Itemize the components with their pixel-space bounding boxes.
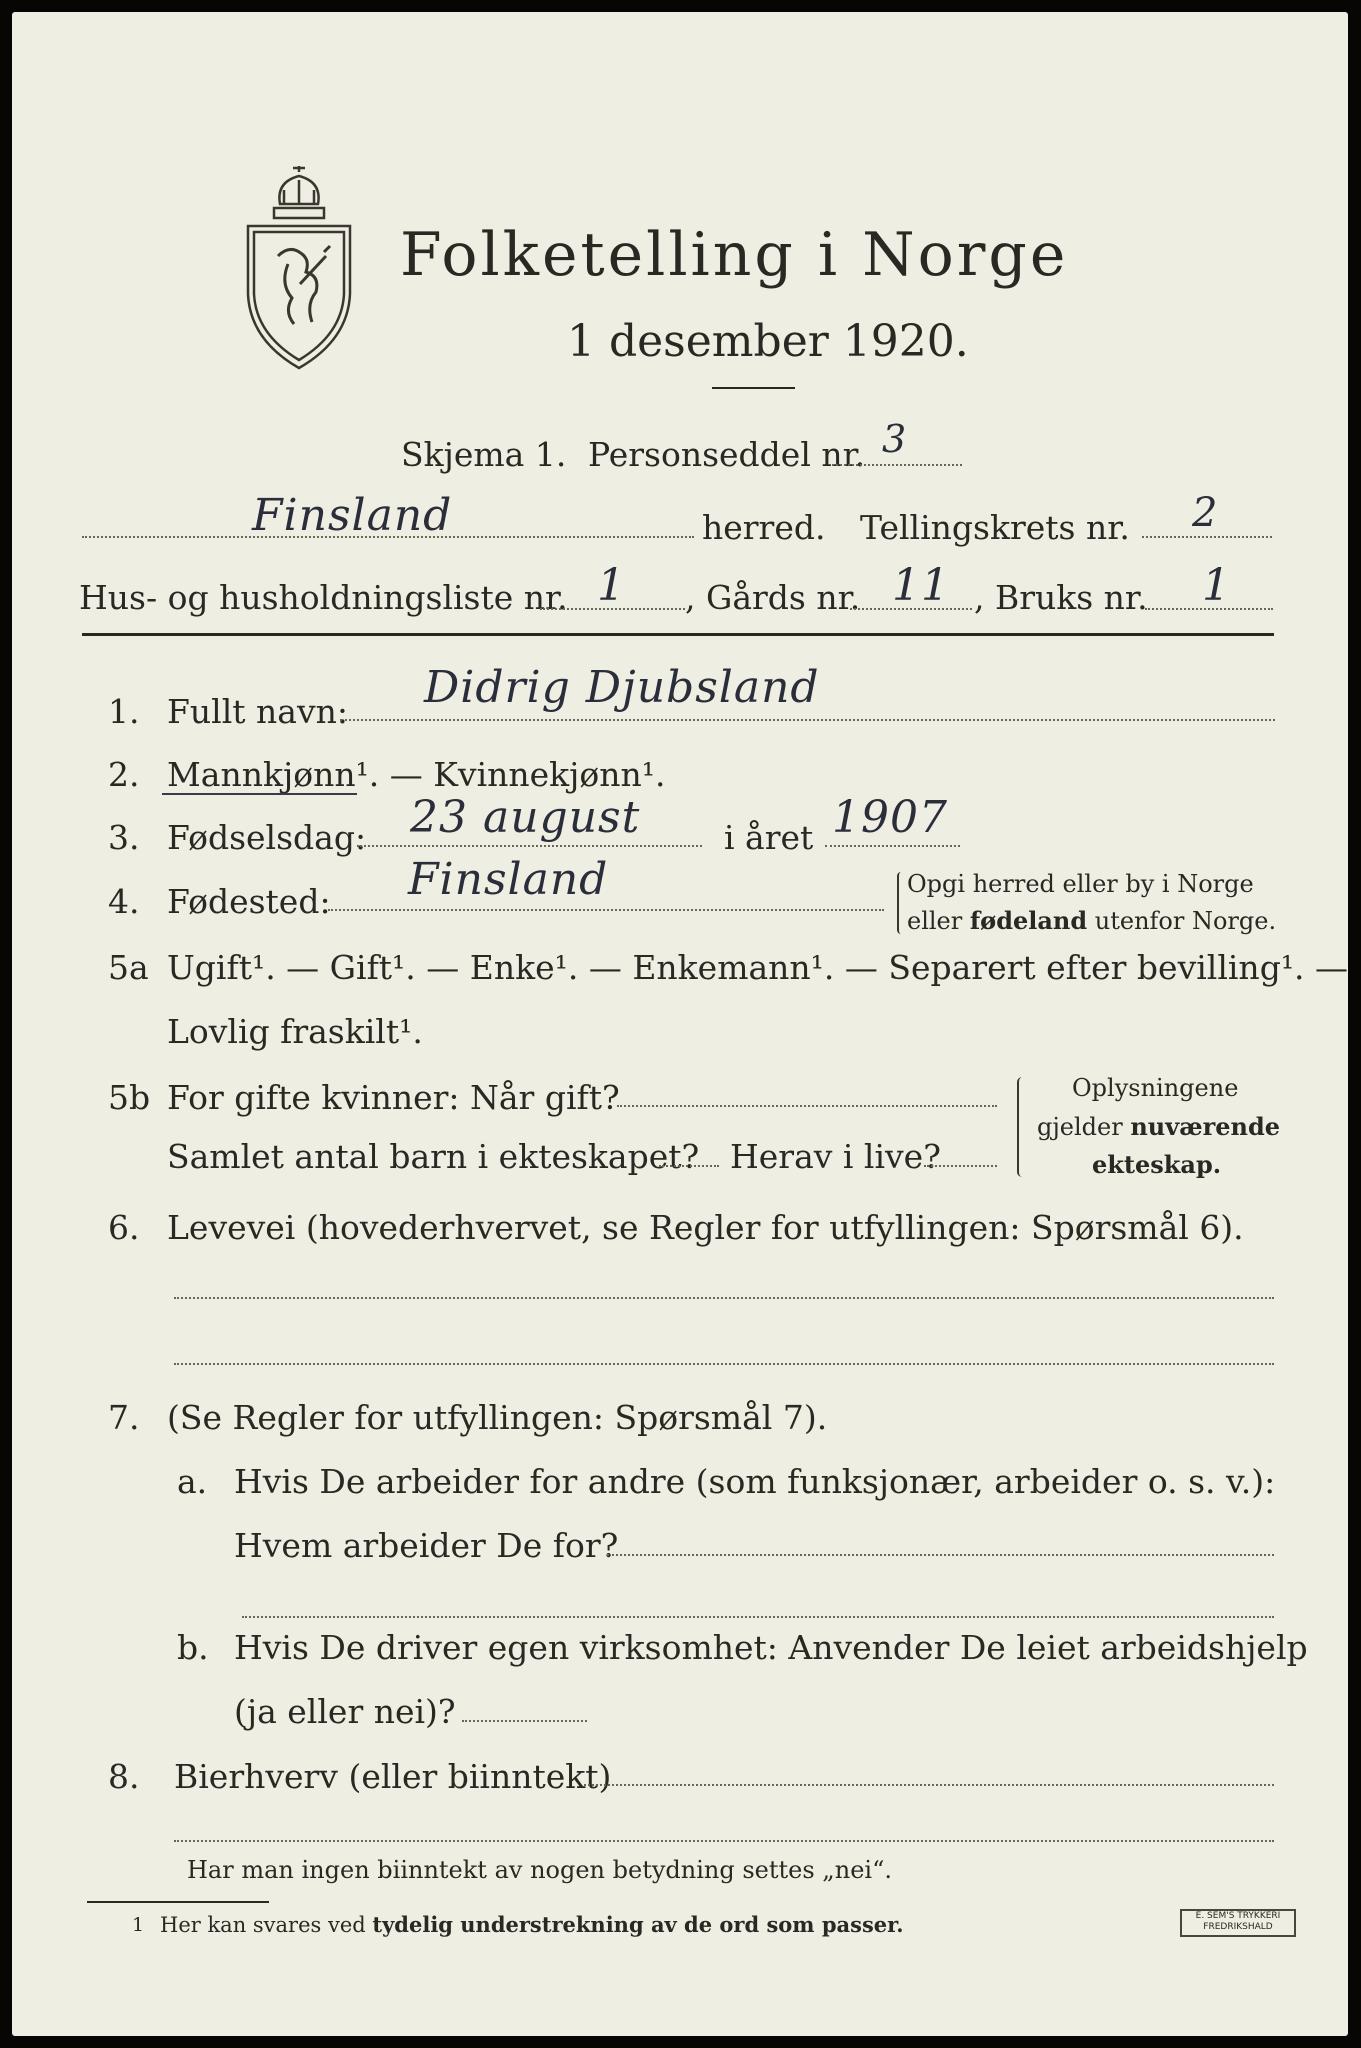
- q7a-line1: Hvis De arbeider for andre (som funksjonær, arbeider o. s. v.):: [234, 1462, 1276, 1501]
- q5b-note-line1: Oplysningene: [1072, 1074, 1239, 1102]
- q2-label: Mannkjønn¹. — Kvinnekjønn¹.: [167, 755, 666, 794]
- footnote-rule: [87, 1901, 269, 1903]
- q7b-number: b.: [177, 1628, 209, 1667]
- personseddel-label: Personseddel nr.: [588, 435, 866, 474]
- employer-line: [607, 1554, 1274, 1556]
- birth-year-line: [825, 845, 960, 847]
- q7b-line1: Hvis De driver egen virksomhet: Anvender De leiet arbeidshjelp: [234, 1628, 1308, 1667]
- birthplace-line: [328, 909, 884, 911]
- birthday-line: [357, 845, 702, 847]
- husliste-value[interactable]: 1: [597, 560, 626, 611]
- herred-value[interactable]: Finsland: [252, 490, 453, 541]
- side-income-line-2: [174, 1840, 1274, 1842]
- gards-value[interactable]: 11: [892, 560, 950, 611]
- mannkjonn-underline: [162, 793, 357, 795]
- form-title: Folketelling i Norge: [400, 220, 1069, 290]
- q5b-number: 5b: [108, 1078, 151, 1117]
- q3-label: Fødselsdag:: [167, 818, 367, 857]
- birthplace-value[interactable]: Finsland: [408, 854, 609, 905]
- q5b-children-label: Samlet antal barn i ekteskapet?: [167, 1137, 700, 1176]
- hired-help-line: [462, 1720, 587, 1722]
- herred-label: herred.: [702, 508, 826, 547]
- q5b-note-brace: [1017, 1077, 1027, 1177]
- q5b-alive-label: Herav i live?: [730, 1137, 941, 1176]
- q8-label: Bierhverv (eller biinntekt): [174, 1757, 612, 1796]
- q5b-note-line3: ekteskap.: [1092, 1150, 1222, 1179]
- census-date: 1 desember 1920.: [567, 316, 969, 367]
- bruks-value[interactable]: 1: [1202, 560, 1231, 611]
- q4-number: 4.: [108, 882, 140, 921]
- personseddel-line: [832, 464, 962, 466]
- q5a-number: 5a: [108, 948, 149, 987]
- title-separator: [712, 387, 795, 389]
- q8-note: Har man ingen biinntekt av nogen betydning settes „nei“.: [187, 1856, 892, 1884]
- children-count-line: [659, 1165, 719, 1167]
- q1-number: 1.: [108, 692, 140, 731]
- birthday-value[interactable]: 23 august: [410, 792, 641, 843]
- civil-status-options-2: Lovlig fraskilt¹.: [167, 1012, 423, 1051]
- occupation-line-2: [174, 1363, 1274, 1365]
- husliste-label: Hus- og husholdningsliste nr.: [79, 578, 568, 617]
- q1-line: [340, 719, 1275, 721]
- tellingskrets-line: [1142, 536, 1272, 538]
- employer-line-2: [242, 1616, 1274, 1618]
- personseddel-value[interactable]: 3: [882, 417, 908, 461]
- footnote-mark: 1: [132, 1914, 145, 1936]
- census-form-page: [12, 12, 1348, 2036]
- full-name-value[interactable]: Didrig Djubsland: [424, 662, 820, 713]
- q4-note-line2: eller fødeland utenfor Norge.: [907, 906, 1277, 935]
- q6-label: Levevei (hovederhvervet, se Regler for utfyllingen: Spørsmål 6).: [167, 1208, 1244, 1247]
- married-when-line: [617, 1105, 997, 1107]
- q7b-hired-help-label: (ja eller nei)?: [234, 1692, 456, 1731]
- gards-label: , Gårds nr.: [685, 578, 861, 617]
- q8-number: 8.: [108, 1757, 140, 1796]
- q7-label: (Se Regler for utfyllingen: Spørsmål 7).: [167, 1398, 828, 1437]
- q7a-employer-label: Hvem arbeider De for?: [234, 1526, 619, 1565]
- q5b-married-when-label: For gifte kvinner: Når gift?: [167, 1078, 620, 1117]
- q1-label: Fullt navn:: [167, 692, 348, 731]
- tellingskrets-value[interactable]: 2: [1192, 490, 1219, 536]
- printer-stamp: E. SEM'S TRYKKERI FREDRIKSHALD: [1180, 1909, 1296, 1937]
- q3-number: 3.: [108, 818, 140, 857]
- q4-note-line1: Opgi herred eller by i Norge: [907, 870, 1254, 898]
- q7-number: 7.: [108, 1398, 140, 1437]
- skjema-label: Skjema 1.: [401, 435, 567, 474]
- tellingskrets-label: Tellingskrets nr.: [860, 508, 1130, 547]
- q6-number: 6.: [108, 1208, 140, 1247]
- norway-coat-of-arms-icon: [240, 164, 358, 372]
- q4-note-brace: [897, 872, 905, 934]
- q5b-note-line2: gjelder nuværende: [1037, 1112, 1281, 1141]
- q4-label: Fødested:: [167, 882, 331, 921]
- q2-number: 2.: [108, 755, 140, 794]
- year-label: i året: [724, 818, 814, 857]
- children-alive-line: [924, 1165, 997, 1167]
- footnote-text: Her kan svares ved tydelig understrekning av de ord som passer.: [160, 1912, 904, 1937]
- side-income-line: [584, 1784, 1274, 1786]
- birth-year-value[interactable]: 1907: [832, 792, 948, 843]
- civil-status-options: Ugift¹. — Gift¹. — Enke¹. — Enkemann¹. — Separert efter bevilling¹. —: [167, 948, 1349, 987]
- header-divider: [82, 633, 1274, 636]
- occupation-line-1: [174, 1297, 1274, 1299]
- q7a-number: a.: [177, 1462, 208, 1501]
- bruks-label: , Bruks nr.: [974, 578, 1148, 617]
